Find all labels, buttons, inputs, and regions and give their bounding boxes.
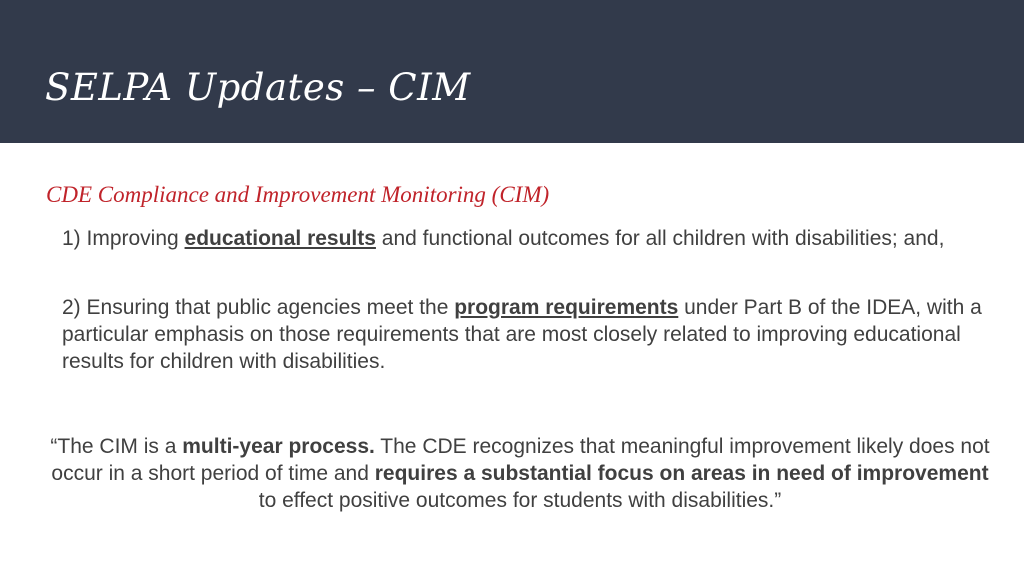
list-item-1-suffix: and functional outcomes for all children with disabilities; and, xyxy=(375,227,945,250)
section-subtitle: CDE Compliance and Improvement Monitoring (CIM) xyxy=(46,182,550,207)
quote-part-2: The CDE recognizes that meaningful improvement likely does not occur in a short period of time and xyxy=(51,435,990,485)
cim-quote xyxy=(40,433,1000,514)
title-bar xyxy=(0,0,1024,143)
list-item-1-prefix: 1) Improving xyxy=(62,227,185,250)
list-item-2-suffix: under Part B of the IDEA, with a particular emphasis on those requirements that are most closely related to improving educational results for children with disabilities. xyxy=(62,296,982,373)
emphasis-educational-results: educational results xyxy=(184,227,376,250)
list-item-1 xyxy=(62,225,982,252)
quote-bold-substantial-focus: requires a substantial focus on areas in need of improvement xyxy=(374,462,989,485)
quote-part-1: “The CIM is a xyxy=(50,435,183,458)
list-item-2 xyxy=(62,294,982,375)
quote-part-3: to effect positive outcomes for students with disabilities.” xyxy=(258,489,782,512)
emphasis-program-requirements: program requirements xyxy=(454,296,679,319)
quote-bold-multi-year: multi-year process. xyxy=(182,435,375,458)
list-item-2-prefix: 2) Ensuring that public agencies meet the xyxy=(62,296,455,319)
slide-title: SELPA Updates – CIM xyxy=(45,66,471,109)
